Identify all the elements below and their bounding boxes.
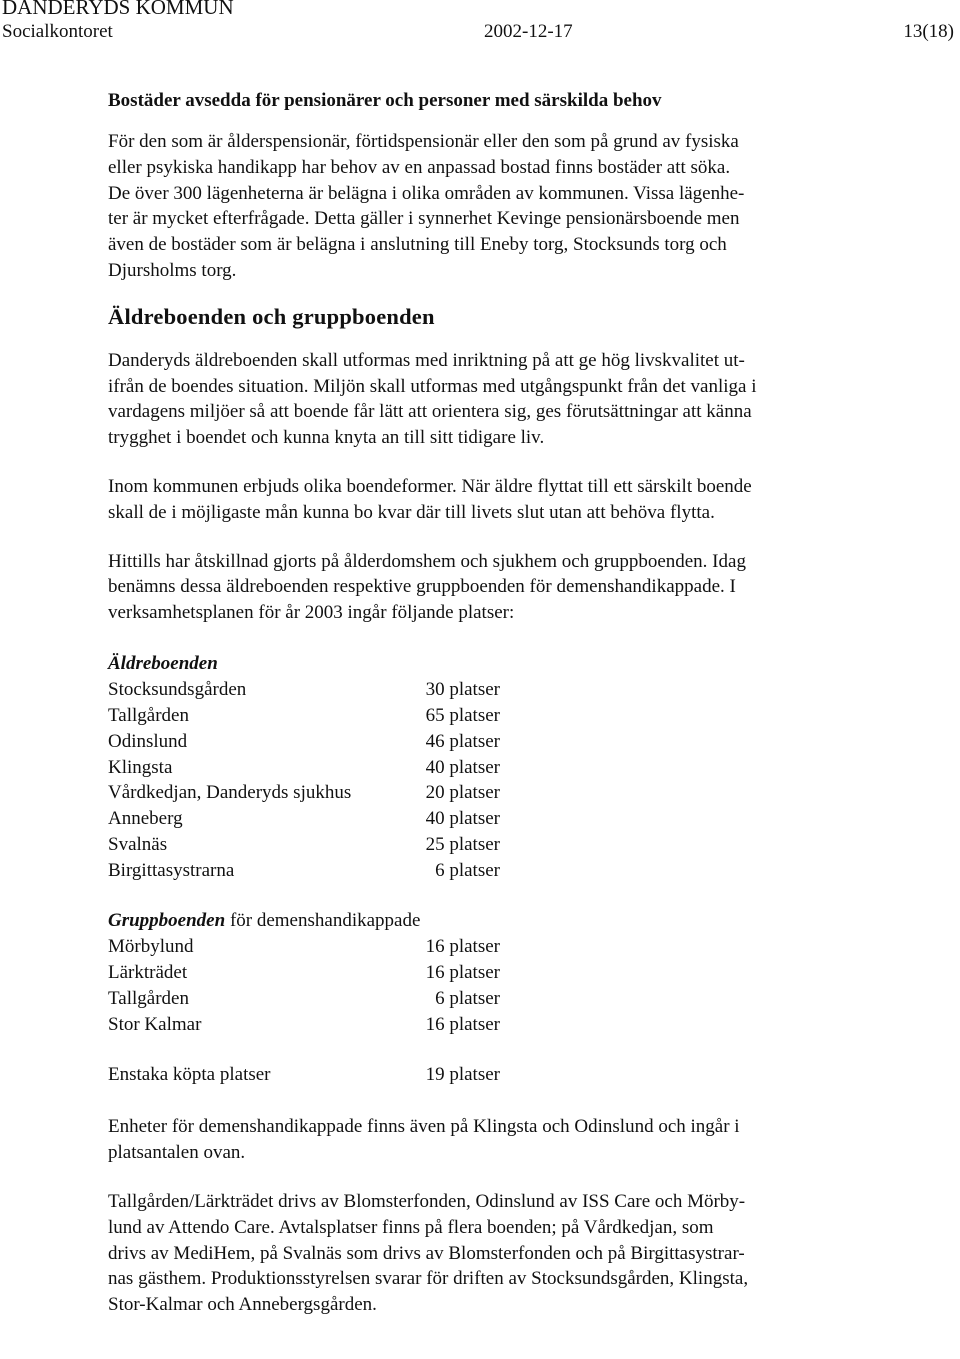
place-count: 6 platser	[435, 987, 500, 1009]
place-count: 19 platser	[425, 1064, 500, 1086]
place-count: 20 platser	[425, 782, 500, 804]
text-line: eller psykiska handikapp har behov av en anpassad bostad finns bostäder att söka.	[108, 156, 731, 178]
gruppboenden-list	[108, 908, 870, 1037]
place-row	[108, 703, 870, 729]
header-organization: DANDERYDS KOMMUN	[2, 0, 234, 19]
text-line: drivs av MediHem, på Svalnäs som drivs av Blomsterfonden och på Birgittasystrar-	[108, 1242, 745, 1264]
place-name: Klingsta	[108, 756, 173, 778]
place-name: Mörbylund	[108, 935, 194, 957]
place-row	[108, 780, 870, 806]
place-count: 40 platser	[425, 756, 500, 778]
text-line: platsantalen ovan.	[108, 1142, 246, 1164]
place-name: Anneberg	[108, 808, 183, 830]
paragraph-bostader	[108, 129, 870, 284]
paragraph-verksamhetsplan	[108, 549, 870, 626]
text-line: skall de i möjligaste mån kunna bo kvar där till livets slut utan att behöva flytta.	[108, 501, 715, 523]
place-row	[108, 677, 870, 703]
aldreboenden-heading: Äldreboenden	[108, 652, 218, 674]
section-heading-bostader: Bostäder avsedda för pensionärer och personer med särskilda behov	[108, 90, 662, 111]
text-line: Stor-Kalmar och Annebergsgården.	[108, 1294, 377, 1316]
place-name: Birgittasystrarna	[108, 860, 235, 882]
place-count: 46 platser	[425, 730, 500, 752]
place-name: Svalnäs	[108, 834, 168, 856]
gruppboenden-heading-rest: för demenshandikappade	[225, 909, 421, 931]
place-row	[108, 755, 870, 781]
text-line: Hittills har åtskillnad gjorts på ålderdomshem och sjukhem och gruppboenden. Idag	[108, 550, 746, 572]
gruppboenden-heading-bold: Gruppboenden	[108, 909, 226, 931]
place-row	[108, 986, 870, 1012]
header-date: 2002-12-17	[484, 21, 573, 42]
place-row	[108, 1012, 870, 1038]
text-line: även de bostäder som är belägna i anslutning till Eneby torg, Stocksunds torg och	[108, 234, 727, 256]
header-page-number: 13(18)	[903, 21, 954, 42]
text-line: trygghet i boendet och kunna knyta an till sitt tidigare liv.	[108, 427, 545, 449]
place-row	[108, 934, 870, 960]
place-name: Odinslund	[108, 730, 188, 752]
text-line: vardagens miljöer så att boende får lätt att orientera sig, ges förutsättningar att känna	[108, 401, 752, 423]
place-row	[108, 806, 870, 832]
paragraph-aldreboenden-intro	[108, 348, 870, 451]
place-name: Tallgården	[108, 704, 189, 726]
document-body	[108, 88, 870, 1318]
place-row	[108, 1062, 870, 1088]
paragraph-driftsformer	[108, 1189, 870, 1318]
text-line: För den som är ålderspensionär, förtidspensionär eller den som på grund av fysiska	[108, 131, 739, 152]
text-line: benämns dessa äldreboenden respektive gruppboenden för demenshandikappade. I	[108, 576, 736, 598]
place-count: 6 platser	[435, 860, 500, 882]
place-count: 16 platser	[425, 961, 500, 983]
paragraph-boendeformer	[108, 474, 870, 526]
text-line: Tallgården/Lärkträdet drivs av Blomsterfonden, Odinslund av ISS Care och Mörby-	[108, 1190, 746, 1212]
paragraph-demensenheter	[108, 1114, 870, 1166]
place-name: Stocksundsgården	[108, 678, 247, 700]
text-line: verksamhetsplanen för år 2003 ingår följande platser:	[108, 602, 515, 624]
text-line: ifrån de boendes situation. Miljön skall utformas med utgångspunkt från det vanliga i	[108, 375, 757, 397]
place-name: Lärkträdet	[108, 961, 188, 983]
section-heading-aldreboenden: Äldreboenden och gruppboenden	[108, 303, 435, 329]
enstaka-list	[108, 1062, 870, 1088]
place-name: Stor Kalmar	[108, 1013, 202, 1035]
place-count: 25 platser	[425, 834, 500, 856]
place-count: 16 platser	[425, 935, 500, 957]
place-count: 40 platser	[425, 808, 500, 830]
text-line: Inom kommunen erbjuds olika boendeformer. När äldre flyttat till ett särskilt boende	[108, 475, 752, 497]
place-count: 16 platser	[425, 1013, 500, 1035]
place-name: Enstaka köpta platser	[108, 1064, 271, 1086]
place-count: 30 platser	[425, 678, 500, 700]
text-line: lund av Attendo Care. Avtalsplatser finns på flera boenden; på Vårdkedjan, som	[108, 1216, 714, 1238]
place-name: Vårdkedjan, Danderyds sjukhus	[108, 782, 352, 804]
place-name: Tallgården	[108, 987, 189, 1009]
text-line: De över 300 lägenheterna är belägna i olika områden av kommunen. Vissa lägenhe-	[108, 182, 745, 204]
place-row	[108, 960, 870, 986]
gruppboenden-heading	[108, 908, 870, 934]
aldreboenden-list	[108, 651, 870, 884]
text-line: Djursholms torg.	[108, 259, 237, 281]
text-line: Danderyds äldreboenden skall utformas med inriktning på att ge hög livskvalitet ut-	[108, 349, 745, 371]
text-line: ter är mycket efterfrågade. Detta gäller i synnerhet Kevinge pensionärsboende men	[108, 208, 740, 230]
place-count: 65 platser	[425, 704, 500, 726]
header-department: Socialkontoret	[2, 21, 113, 42]
text-line: Enheter för demenshandikappade finns även på Klingsta och Odinslund och ingår i	[108, 1116, 740, 1138]
text-line: nas gästhem. Produktionsstyrelsen svarar för driften av Stocksundsgården, Klingsta,	[108, 1268, 749, 1290]
place-row	[108, 858, 870, 884]
place-row	[108, 729, 870, 755]
place-row	[108, 832, 870, 858]
